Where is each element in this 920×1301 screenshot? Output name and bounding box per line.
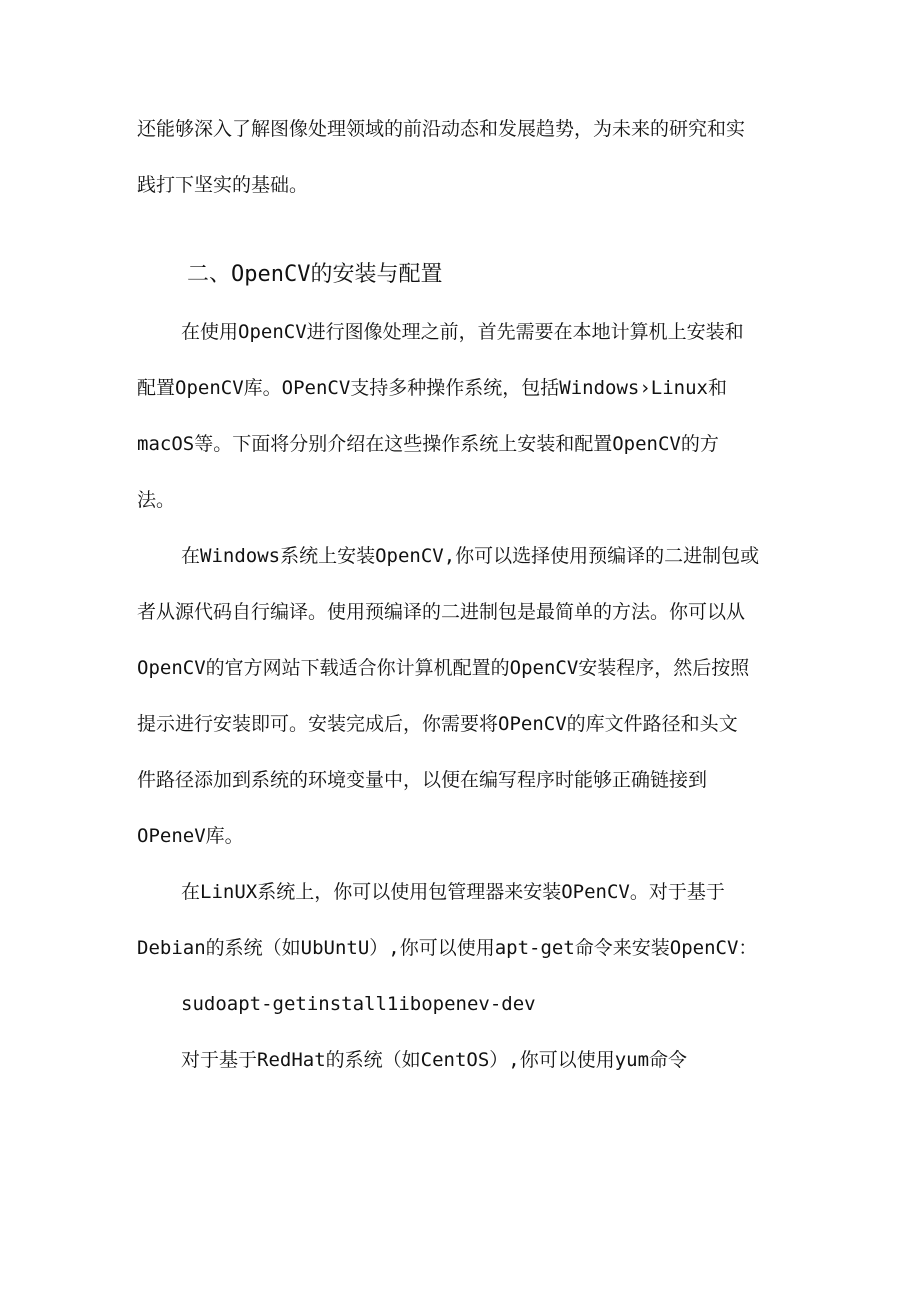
code-command: sudoapt-getinstall1ibopenev-dev — [181, 993, 536, 1015]
para2-line-5: 件路径添加到系统的环境变量中，以便在编写程序时能够正确链接到 — [137, 769, 708, 791]
para1-line-2: 配置OpenCV库。OPenCV支持多种操作系统，包括Windows›Linux和 — [137, 377, 727, 399]
section-heading: 二、OpenCV的安装与配置 — [187, 262, 443, 287]
para3-line-1: 在LinUX系统上，你可以使用包管理器来安装OPenCV。对于基于 — [181, 881, 725, 903]
para2-line-6: OPeneV库。 — [137, 825, 244, 847]
intro-line-1: 还能够深入了解图像处理领域的前沿动态和发展趋势，为未来的研究和实 — [137, 118, 746, 140]
para1-line-4: 法。 — [137, 489, 176, 511]
para3-line-2: Debian的系统（如UbUntU）,你可以使用apt-get命令来安装OpenCV： — [137, 937, 758, 959]
para2-line-4: 提示进行安装即可。安装完成后，你需要将OPenCV的库文件路径和头文 — [137, 713, 738, 735]
para2-line-2: 者从源代码自行编译。使用预编译的二进制包是最简单的方法。你可以从 — [137, 601, 746, 623]
para4-line-1: 对于基于RedHat的系统（如CentOS）,你可以使用yum命令 — [181, 1049, 688, 1071]
para2-line-3: OpenCV的官方网站下载适合你计算机配置的OpenCV安装程序，然后按照 — [137, 657, 750, 679]
para1-line-3: macOS等。下面将分别介绍在这些操作系统上安装和配置OpenCV的方 — [137, 433, 719, 455]
para1-line-1: 在使用OpenCV进行图像处理之前，首先需要在本地计算机上安装和 — [181, 321, 744, 343]
intro-line-2: 践打下坚实的基础。 — [137, 174, 309, 196]
para2-line-1: 在Windows系统上安装OpenCV,你可以选择使用预编译的二进制包或 — [181, 545, 760, 567]
